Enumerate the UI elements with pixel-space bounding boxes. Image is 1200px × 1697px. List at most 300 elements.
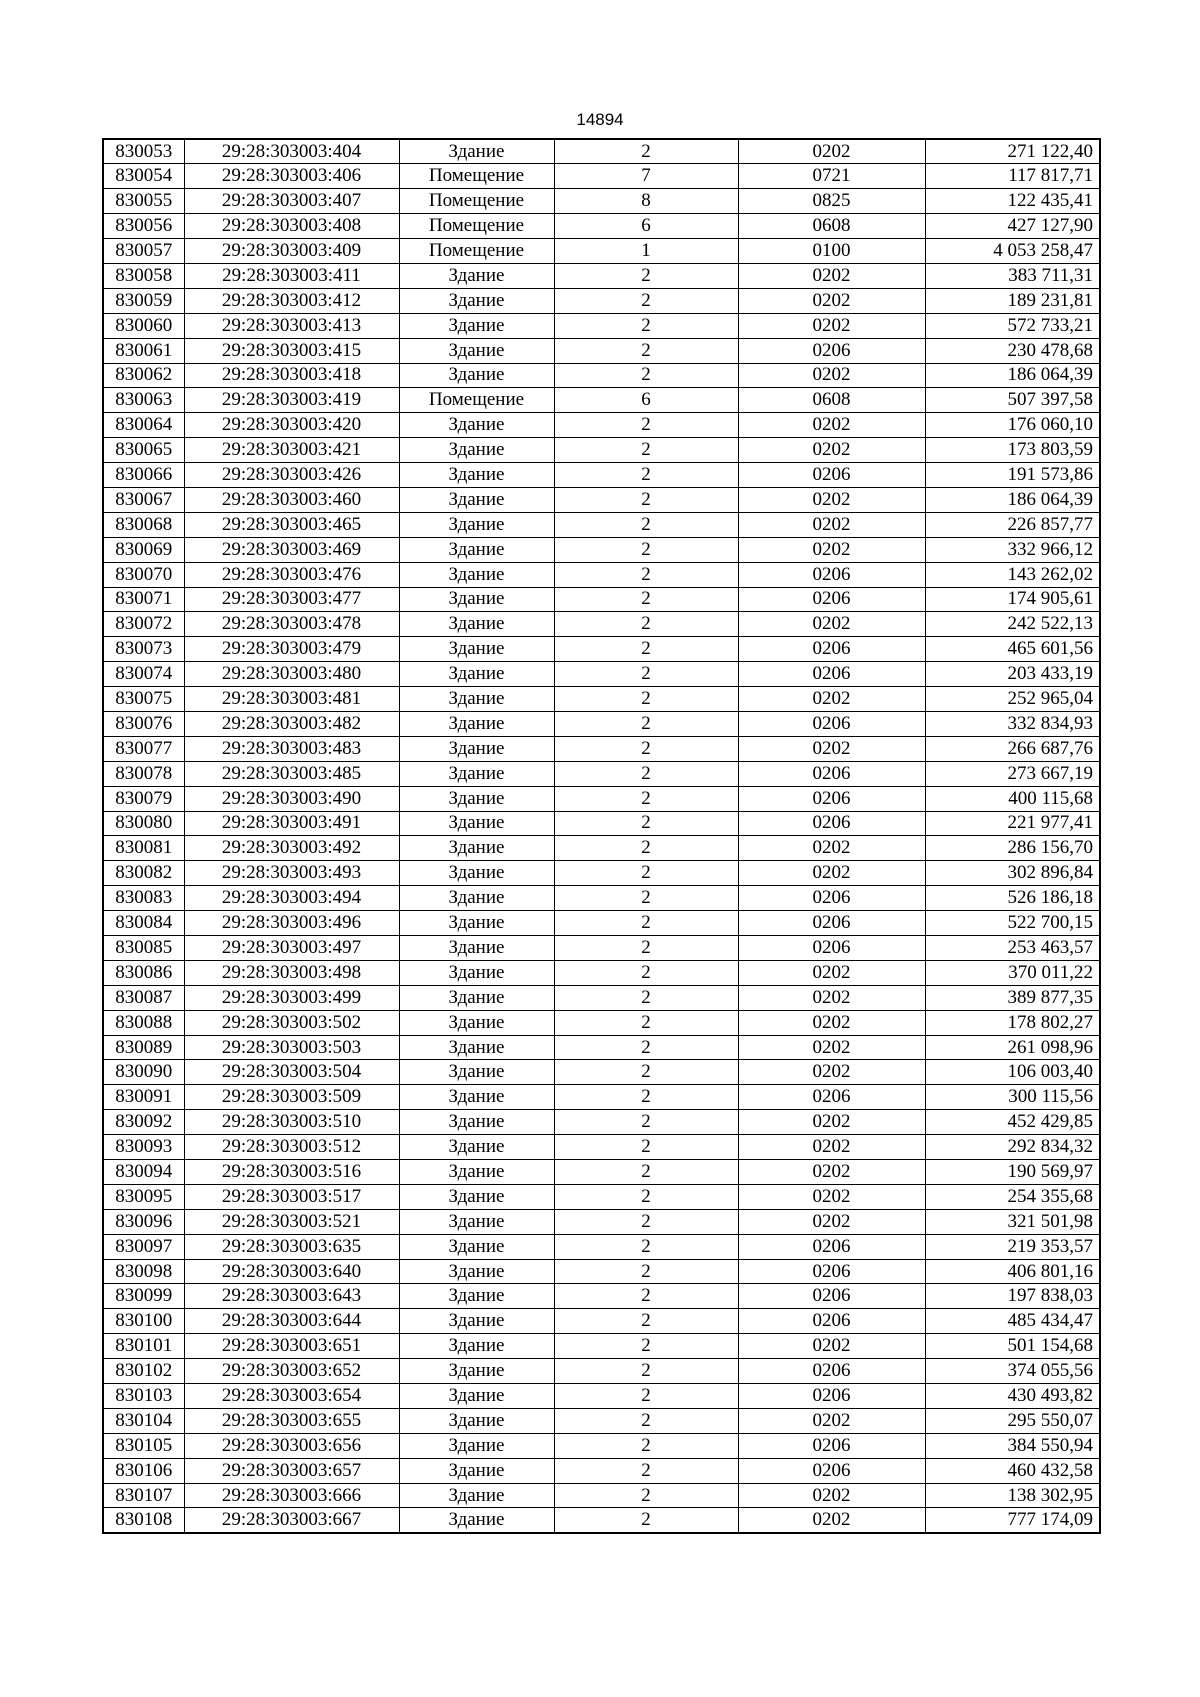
group-cell: 2 bbox=[554, 463, 738, 488]
group-cell: 2 bbox=[554, 786, 738, 811]
cadastral-number-cell: 29:28:303003:644 bbox=[184, 1309, 399, 1334]
subgroup-code-cell: 0206 bbox=[738, 1433, 925, 1458]
group-cell: 2 bbox=[554, 1160, 738, 1185]
cadastral-value-cell: 230 478,68 bbox=[925, 338, 1100, 363]
object-type-cell: Здание bbox=[399, 487, 554, 512]
subgroup-code-cell: 0202 bbox=[738, 1160, 925, 1185]
subgroup-code-cell: 0825 bbox=[738, 189, 925, 214]
table-row bbox=[103, 1035, 1100, 1060]
group-cell: 2 bbox=[554, 1259, 738, 1284]
group-cell: 2 bbox=[554, 960, 738, 985]
table-row bbox=[103, 1433, 1100, 1458]
table-row bbox=[103, 288, 1100, 313]
group-cell: 6 bbox=[554, 214, 738, 239]
cadastral-number-cell: 29:28:303003:654 bbox=[184, 1384, 399, 1409]
group-cell: 2 bbox=[554, 1384, 738, 1409]
cadastral-value-cell: 221 977,41 bbox=[925, 811, 1100, 836]
table-row bbox=[103, 413, 1100, 438]
cadastral-number-cell: 29:28:303003:512 bbox=[184, 1135, 399, 1160]
object-type-cell: Здание bbox=[399, 1234, 554, 1259]
subgroup-code-cell: 0206 bbox=[738, 587, 925, 612]
object-type-cell: Здание bbox=[399, 313, 554, 338]
group-cell: 2 bbox=[554, 736, 738, 761]
row-number-cell: 830080 bbox=[103, 811, 184, 836]
table-row bbox=[103, 886, 1100, 911]
cadastral-number-cell: 29:28:303003:504 bbox=[184, 1060, 399, 1085]
group-cell: 2 bbox=[554, 1060, 738, 1085]
cadastral-value-cell: 332 834,93 bbox=[925, 711, 1100, 736]
table-row bbox=[103, 1259, 1100, 1284]
cadastral-number-cell: 29:28:303003:517 bbox=[184, 1184, 399, 1209]
cadastral-number-cell: 29:28:303003:498 bbox=[184, 960, 399, 985]
table-row bbox=[103, 1359, 1100, 1384]
cadastral-value-cell: 106 003,40 bbox=[925, 1060, 1100, 1085]
cadastral-value-cell: 254 355,68 bbox=[925, 1184, 1100, 1209]
object-type-cell: Здание bbox=[399, 263, 554, 288]
cadastral-number-cell: 29:28:303003:502 bbox=[184, 1010, 399, 1035]
group-cell: 2 bbox=[554, 1483, 738, 1508]
cadastral-value-cell: 189 231,81 bbox=[925, 288, 1100, 313]
object-type-cell: Здание bbox=[399, 1110, 554, 1135]
cadastral-number-cell: 29:28:303003:640 bbox=[184, 1259, 399, 1284]
group-cell: 2 bbox=[554, 1085, 738, 1110]
group-cell: 2 bbox=[554, 861, 738, 886]
table-row bbox=[103, 1384, 1100, 1409]
table-row bbox=[103, 1234, 1100, 1259]
cadastral-number-cell: 29:28:303003:509 bbox=[184, 1085, 399, 1110]
cadastral-number-cell: 29:28:303003:491 bbox=[184, 811, 399, 836]
group-cell: 2 bbox=[554, 662, 738, 687]
table-row bbox=[103, 1408, 1100, 1433]
cadastral-number-cell: 29:28:303003:490 bbox=[184, 786, 399, 811]
row-number-cell: 830086 bbox=[103, 960, 184, 985]
group-cell: 2 bbox=[554, 886, 738, 911]
subgroup-code-cell: 0202 bbox=[738, 1483, 925, 1508]
table-row bbox=[103, 189, 1100, 214]
object-type-cell: Помещение bbox=[399, 239, 554, 264]
group-cell: 2 bbox=[554, 288, 738, 313]
subgroup-code-cell: 0202 bbox=[738, 687, 925, 712]
group-cell: 8 bbox=[554, 189, 738, 214]
group-cell: 1 bbox=[554, 239, 738, 264]
cadastral-value-cell: 406 801,16 bbox=[925, 1259, 1100, 1284]
row-number-cell: 830067 bbox=[103, 487, 184, 512]
object-type-cell: Здание bbox=[399, 363, 554, 388]
object-type-cell: Здание bbox=[399, 512, 554, 537]
object-type-cell: Здание bbox=[399, 761, 554, 786]
group-cell: 2 bbox=[554, 1284, 738, 1309]
row-number-cell: 830065 bbox=[103, 438, 184, 463]
subgroup-code-cell: 0202 bbox=[738, 1135, 925, 1160]
group-cell: 2 bbox=[554, 1334, 738, 1359]
subgroup-code-cell: 0206 bbox=[738, 562, 925, 587]
cadastral-value-cell: 143 262,02 bbox=[925, 562, 1100, 587]
cadastral-number-cell: 29:28:303003:476 bbox=[184, 562, 399, 587]
cadastral-value-cell: 302 896,84 bbox=[925, 861, 1100, 886]
subgroup-code-cell: 0202 bbox=[738, 487, 925, 512]
group-cell: 7 bbox=[554, 164, 738, 189]
table-row bbox=[103, 537, 1100, 562]
table-row bbox=[103, 512, 1100, 537]
cadastral-value-cell: 266 687,76 bbox=[925, 736, 1100, 761]
row-number-cell: 830072 bbox=[103, 612, 184, 637]
table-row bbox=[103, 164, 1100, 189]
object-type-cell: Здание bbox=[399, 637, 554, 662]
subgroup-code-cell: 0202 bbox=[738, 1209, 925, 1234]
cadastral-number-cell: 29:28:303003:479 bbox=[184, 637, 399, 662]
subgroup-code-cell: 0206 bbox=[738, 1284, 925, 1309]
subgroup-code-cell: 0206 bbox=[738, 1259, 925, 1284]
row-number-cell: 830077 bbox=[103, 736, 184, 761]
row-number-cell: 830083 bbox=[103, 886, 184, 911]
row-number-cell: 830074 bbox=[103, 662, 184, 687]
cadastral-number-cell: 29:28:303003:407 bbox=[184, 189, 399, 214]
group-cell: 2 bbox=[554, 438, 738, 463]
table-row bbox=[103, 960, 1100, 985]
group-cell: 2 bbox=[554, 313, 738, 338]
object-type-cell: Здание bbox=[399, 1060, 554, 1085]
group-cell: 2 bbox=[554, 1458, 738, 1483]
group-cell: 6 bbox=[554, 388, 738, 413]
subgroup-code-cell: 0202 bbox=[738, 1508, 925, 1533]
cadastral-value-cell: 197 838,03 bbox=[925, 1284, 1100, 1309]
cadastral-value-cell: 572 733,21 bbox=[925, 313, 1100, 338]
cadastral-number-cell: 29:28:303003:643 bbox=[184, 1284, 399, 1309]
row-number-cell: 830088 bbox=[103, 1010, 184, 1035]
subgroup-code-cell: 0608 bbox=[738, 388, 925, 413]
cadastral-value-cell: 374 055,56 bbox=[925, 1359, 1100, 1384]
row-number-cell: 830057 bbox=[103, 239, 184, 264]
subgroup-code-cell: 0206 bbox=[738, 711, 925, 736]
row-number-cell: 830066 bbox=[103, 463, 184, 488]
object-type-cell: Здание bbox=[399, 463, 554, 488]
group-cell: 2 bbox=[554, 1110, 738, 1135]
table-row bbox=[103, 239, 1100, 264]
row-number-cell: 830070 bbox=[103, 562, 184, 587]
table-row bbox=[103, 861, 1100, 886]
row-number-cell: 830092 bbox=[103, 1110, 184, 1135]
cadastral-number-cell: 29:28:303003:404 bbox=[184, 139, 399, 164]
table-row bbox=[103, 1060, 1100, 1085]
registry-table bbox=[102, 138, 1101, 1534]
subgroup-code-cell: 0206 bbox=[738, 811, 925, 836]
table-row bbox=[103, 736, 1100, 761]
cadastral-value-cell: 501 154,68 bbox=[925, 1334, 1100, 1359]
subgroup-code-cell: 0206 bbox=[738, 338, 925, 363]
table-row bbox=[103, 1209, 1100, 1234]
group-cell: 2 bbox=[554, 562, 738, 587]
row-number-cell: 830089 bbox=[103, 1035, 184, 1060]
cadastral-number-cell: 29:28:303003:419 bbox=[184, 388, 399, 413]
row-number-cell: 830103 bbox=[103, 1384, 184, 1409]
group-cell: 2 bbox=[554, 1234, 738, 1259]
row-number-cell: 830107 bbox=[103, 1483, 184, 1508]
cadastral-number-cell: 29:28:303003:409 bbox=[184, 239, 399, 264]
table-row bbox=[103, 911, 1100, 936]
cadastral-value-cell: 138 302,95 bbox=[925, 1483, 1100, 1508]
row-number-cell: 830073 bbox=[103, 637, 184, 662]
group-cell: 2 bbox=[554, 911, 738, 936]
cadastral-number-cell: 29:28:303003:493 bbox=[184, 861, 399, 886]
row-number-cell: 830102 bbox=[103, 1359, 184, 1384]
row-number-cell: 830056 bbox=[103, 214, 184, 239]
cadastral-number-cell: 29:28:303003:480 bbox=[184, 662, 399, 687]
registry-table-body bbox=[103, 139, 1100, 1533]
group-cell: 2 bbox=[554, 363, 738, 388]
table-row bbox=[103, 562, 1100, 587]
cadastral-number-cell: 29:28:303003:421 bbox=[184, 438, 399, 463]
table-row bbox=[103, 438, 1100, 463]
table-row bbox=[103, 587, 1100, 612]
subgroup-code-cell: 0202 bbox=[738, 861, 925, 886]
object-type-cell: Здание bbox=[399, 562, 554, 587]
object-type-cell: Здание bbox=[399, 1010, 554, 1035]
row-number-cell: 830084 bbox=[103, 911, 184, 936]
cadastral-number-cell: 29:28:303003:521 bbox=[184, 1209, 399, 1234]
group-cell: 2 bbox=[554, 936, 738, 961]
object-type-cell: Здание bbox=[399, 1184, 554, 1209]
row-number-cell: 830061 bbox=[103, 338, 184, 363]
table-row bbox=[103, 1284, 1100, 1309]
row-number-cell: 830099 bbox=[103, 1284, 184, 1309]
cadastral-value-cell: 191 573,86 bbox=[925, 463, 1100, 488]
object-type-cell: Здание bbox=[399, 1483, 554, 1508]
subgroup-code-cell: 0206 bbox=[738, 1384, 925, 1409]
subgroup-code-cell: 0608 bbox=[738, 214, 925, 239]
cadastral-value-cell: 219 353,57 bbox=[925, 1234, 1100, 1259]
object-type-cell: Здание bbox=[399, 537, 554, 562]
object-type-cell: Здание bbox=[399, 139, 554, 164]
object-type-cell: Здание bbox=[399, 1458, 554, 1483]
cadastral-number-cell: 29:28:303003:497 bbox=[184, 936, 399, 961]
group-cell: 2 bbox=[554, 413, 738, 438]
cadastral-value-cell: 452 429,85 bbox=[925, 1110, 1100, 1135]
cadastral-value-cell: 485 434,47 bbox=[925, 1309, 1100, 1334]
row-number-cell: 830105 bbox=[103, 1433, 184, 1458]
table-row bbox=[103, 463, 1100, 488]
cadastral-value-cell: 186 064,39 bbox=[925, 363, 1100, 388]
row-number-cell: 830054 bbox=[103, 164, 184, 189]
subgroup-code-cell: 0206 bbox=[738, 1309, 925, 1334]
object-type-cell: Здание bbox=[399, 1284, 554, 1309]
table-row bbox=[103, 1010, 1100, 1035]
group-cell: 2 bbox=[554, 139, 738, 164]
cadastral-number-cell: 29:28:303003:478 bbox=[184, 612, 399, 637]
group-cell: 2 bbox=[554, 612, 738, 637]
cadastral-number-cell: 29:28:303003:426 bbox=[184, 463, 399, 488]
row-number-cell: 830104 bbox=[103, 1408, 184, 1433]
table-row bbox=[103, 313, 1100, 338]
cadastral-number-cell: 29:28:303003:413 bbox=[184, 313, 399, 338]
row-number-cell: 830098 bbox=[103, 1259, 184, 1284]
cadastral-value-cell: 507 397,58 bbox=[925, 388, 1100, 413]
object-type-cell: Помещение bbox=[399, 189, 554, 214]
object-type-cell: Здание bbox=[399, 1334, 554, 1359]
object-type-cell: Здание bbox=[399, 1209, 554, 1234]
cadastral-number-cell: 29:28:303003:481 bbox=[184, 687, 399, 712]
group-cell: 2 bbox=[554, 1408, 738, 1433]
group-cell: 2 bbox=[554, 512, 738, 537]
table-row bbox=[103, 1458, 1100, 1483]
object-type-cell: Здание bbox=[399, 413, 554, 438]
subgroup-code-cell: 0202 bbox=[738, 1110, 925, 1135]
group-cell: 2 bbox=[554, 836, 738, 861]
object-type-cell: Здание bbox=[399, 960, 554, 985]
subgroup-code-cell: 0202 bbox=[738, 1035, 925, 1060]
table-row bbox=[103, 662, 1100, 687]
table-row bbox=[103, 786, 1100, 811]
subgroup-code-cell: 0202 bbox=[738, 263, 925, 288]
subgroup-code-cell: 0202 bbox=[738, 985, 925, 1010]
cadastral-number-cell: 29:28:303003:469 bbox=[184, 537, 399, 562]
cadastral-value-cell: 295 550,07 bbox=[925, 1408, 1100, 1433]
cadastral-number-cell: 29:28:303003:652 bbox=[184, 1359, 399, 1384]
subgroup-code-cell: 0206 bbox=[738, 936, 925, 961]
cadastral-number-cell: 29:28:303003:656 bbox=[184, 1433, 399, 1458]
cadastral-number-cell: 29:28:303003:655 bbox=[184, 1408, 399, 1433]
object-type-cell: Помещение bbox=[399, 214, 554, 239]
table-row bbox=[103, 363, 1100, 388]
subgroup-code-cell: 0202 bbox=[738, 836, 925, 861]
subgroup-code-cell: 0202 bbox=[738, 1408, 925, 1433]
object-type-cell: Здание bbox=[399, 1309, 554, 1334]
cadastral-number-cell: 29:28:303003:516 bbox=[184, 1160, 399, 1185]
table-row bbox=[103, 1309, 1100, 1334]
group-cell: 2 bbox=[554, 1359, 738, 1384]
cadastral-value-cell: 261 098,96 bbox=[925, 1035, 1100, 1060]
group-cell: 2 bbox=[554, 1508, 738, 1533]
object-type-cell: Здание bbox=[399, 911, 554, 936]
cadastral-number-cell: 29:28:303003:415 bbox=[184, 338, 399, 363]
cadastral-value-cell: 321 501,98 bbox=[925, 1209, 1100, 1234]
cadastral-number-cell: 29:28:303003:482 bbox=[184, 711, 399, 736]
table-row bbox=[103, 1184, 1100, 1209]
table-row bbox=[103, 761, 1100, 786]
table-row bbox=[103, 1334, 1100, 1359]
subgroup-code-cell: 0202 bbox=[738, 537, 925, 562]
subgroup-code-cell: 0206 bbox=[738, 911, 925, 936]
group-cell: 2 bbox=[554, 1309, 738, 1334]
object-type-cell: Здание bbox=[399, 1135, 554, 1160]
group-cell: 2 bbox=[554, 637, 738, 662]
row-number-cell: 830095 bbox=[103, 1184, 184, 1209]
cadastral-number-cell: 29:28:303003:666 bbox=[184, 1483, 399, 1508]
row-number-cell: 830082 bbox=[103, 861, 184, 886]
subgroup-code-cell: 0202 bbox=[738, 139, 925, 164]
group-cell: 2 bbox=[554, 1035, 738, 1060]
group-cell: 2 bbox=[554, 587, 738, 612]
cadastral-value-cell: 400 115,68 bbox=[925, 786, 1100, 811]
cadastral-number-cell: 29:28:303003:499 bbox=[184, 985, 399, 1010]
object-type-cell: Здание bbox=[399, 687, 554, 712]
row-number-cell: 830071 bbox=[103, 587, 184, 612]
row-number-cell: 830078 bbox=[103, 761, 184, 786]
object-type-cell: Здание bbox=[399, 1408, 554, 1433]
object-type-cell: Здание bbox=[399, 836, 554, 861]
cadastral-value-cell: 522 700,15 bbox=[925, 911, 1100, 936]
cadastral-number-cell: 29:28:303003:492 bbox=[184, 836, 399, 861]
row-number-cell: 830062 bbox=[103, 363, 184, 388]
cadastral-number-cell: 29:28:303003:465 bbox=[184, 512, 399, 537]
row-number-cell: 830059 bbox=[103, 288, 184, 313]
cadastral-value-cell: 384 550,94 bbox=[925, 1433, 1100, 1458]
object-type-cell: Здание bbox=[399, 587, 554, 612]
subgroup-code-cell: 0100 bbox=[738, 239, 925, 264]
row-number-cell: 830081 bbox=[103, 836, 184, 861]
cadastral-value-cell: 176 060,10 bbox=[925, 413, 1100, 438]
table-row bbox=[103, 612, 1100, 637]
table-row bbox=[103, 687, 1100, 712]
subgroup-code-cell: 0202 bbox=[738, 313, 925, 338]
cadastral-number-cell: 29:28:303003:503 bbox=[184, 1035, 399, 1060]
row-number-cell: 830064 bbox=[103, 413, 184, 438]
table-row bbox=[103, 836, 1100, 861]
cadastral-value-cell: 389 877,35 bbox=[925, 985, 1100, 1010]
table-row bbox=[103, 139, 1100, 164]
object-type-cell: Здание bbox=[399, 438, 554, 463]
object-type-cell: Здание bbox=[399, 1160, 554, 1185]
subgroup-code-cell: 0206 bbox=[738, 463, 925, 488]
group-cell: 2 bbox=[554, 263, 738, 288]
object-type-cell: Здание bbox=[399, 736, 554, 761]
subgroup-code-cell: 0206 bbox=[738, 786, 925, 811]
object-type-cell: Здание bbox=[399, 861, 554, 886]
row-number-cell: 830106 bbox=[103, 1458, 184, 1483]
row-number-cell: 830060 bbox=[103, 313, 184, 338]
cadastral-number-cell: 29:28:303003:460 bbox=[184, 487, 399, 512]
row-number-cell: 830063 bbox=[103, 388, 184, 413]
group-cell: 2 bbox=[554, 537, 738, 562]
object-type-cell: Здание bbox=[399, 662, 554, 687]
cadastral-number-cell: 29:28:303003:406 bbox=[184, 164, 399, 189]
cadastral-number-cell: 29:28:303003:485 bbox=[184, 761, 399, 786]
table-row bbox=[103, 1508, 1100, 1533]
row-number-cell: 830075 bbox=[103, 687, 184, 712]
cadastral-value-cell: 286 156,70 bbox=[925, 836, 1100, 861]
table-row bbox=[103, 1135, 1100, 1160]
cadastral-number-cell: 29:28:303003:408 bbox=[184, 214, 399, 239]
group-cell: 2 bbox=[554, 1010, 738, 1035]
cadastral-value-cell: 430 493,82 bbox=[925, 1384, 1100, 1409]
cadastral-value-cell: 273 667,19 bbox=[925, 761, 1100, 786]
cadastral-value-cell: 203 433,19 bbox=[925, 662, 1100, 687]
object-type-cell: Здание bbox=[399, 1433, 554, 1458]
row-number-cell: 830096 bbox=[103, 1209, 184, 1234]
cadastral-value-cell: 174 905,61 bbox=[925, 587, 1100, 612]
subgroup-code-cell: 0202 bbox=[738, 612, 925, 637]
row-number-cell: 830055 bbox=[103, 189, 184, 214]
cadastral-value-cell: 427 127,90 bbox=[925, 214, 1100, 239]
row-number-cell: 830076 bbox=[103, 711, 184, 736]
table-row bbox=[103, 214, 1100, 239]
cadastral-value-cell: 178 802,27 bbox=[925, 1010, 1100, 1035]
table-row bbox=[103, 487, 1100, 512]
cadastral-value-cell: 383 711,31 bbox=[925, 263, 1100, 288]
subgroup-code-cell: 0206 bbox=[738, 761, 925, 786]
row-number-cell: 830087 bbox=[103, 985, 184, 1010]
group-cell: 2 bbox=[554, 687, 738, 712]
subgroup-code-cell: 0202 bbox=[738, 512, 925, 537]
cadastral-value-cell: 292 834,32 bbox=[925, 1135, 1100, 1160]
row-number-cell: 830085 bbox=[103, 936, 184, 961]
table-row bbox=[103, 1110, 1100, 1135]
row-number-cell: 830069 bbox=[103, 537, 184, 562]
object-type-cell: Здание bbox=[399, 288, 554, 313]
object-type-cell: Здание bbox=[399, 936, 554, 961]
cadastral-number-cell: 29:28:303003:667 bbox=[184, 1508, 399, 1533]
cadastral-number-cell: 29:28:303003:494 bbox=[184, 886, 399, 911]
row-number-cell: 830100 bbox=[103, 1309, 184, 1334]
